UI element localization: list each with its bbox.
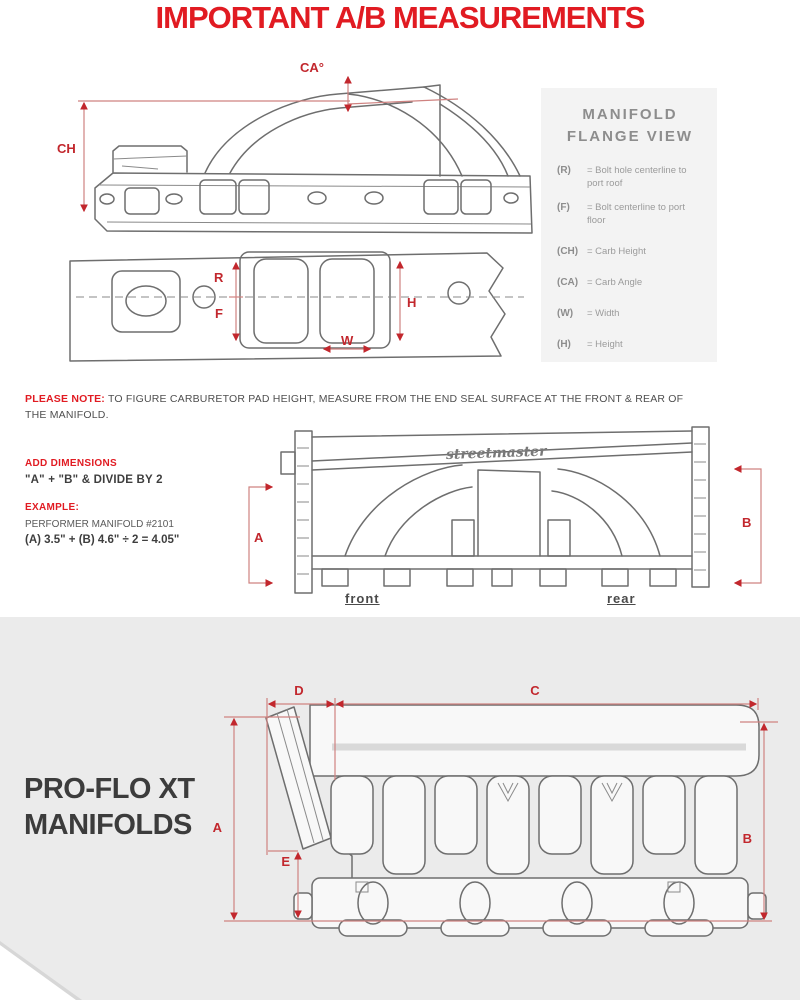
flange-slab [70,253,505,361]
riser-boss [452,520,474,556]
proflo-heading [24,772,195,843]
legend-abbr: (CH) [557,245,579,257]
width-label: W [341,333,354,348]
dimension-b-label: B [742,515,752,530]
dimension-a-label: A [254,530,264,545]
flange-view-diagram [70,252,524,361]
port-roof-label: R [214,270,224,285]
intake-port [320,259,374,343]
rear-end-flange [692,427,709,587]
mounting-feet [322,569,676,586]
legend-header [557,104,703,148]
dimension-c-label: C [530,683,540,698]
note-text: TO FIGURE CARBURETOR PAD HEIGHT, MEASURE FROM THE END SEAL SURFACE AT THE FRONT & REAR OF THE MANIFOLD. [25,393,684,421]
proflo-heading-line2: MANIFOLDS [24,808,192,841]
height-label: H [407,295,417,310]
front-boss-line [122,166,158,169]
note-label: PLEASE NOTE: [25,393,105,405]
legend-item [557,164,703,191]
legend-item [557,307,703,321]
legend-abbr: (H) [557,338,571,350]
base-face-line [99,185,530,187]
intake-port [254,259,308,343]
runner-curve [558,469,660,556]
legend-desc: = Carb Angle [587,276,643,288]
ab-formula: "A" + "B" & DIVIDE BY 2 [25,474,163,486]
legend-abbr: (R) [557,164,571,176]
legend-desc: = Carb Height [587,245,646,257]
runner-dome-inner [230,102,412,173]
rear-label: rear [607,591,636,606]
bolt-slot [308,192,326,204]
legend-desc: = Bolt centerline to port floor [587,202,685,227]
runner-curve [385,487,472,556]
runner-dome [205,87,520,176]
legend-item [557,276,703,290]
base-bottom-line [107,222,531,224]
runner-curve [345,465,462,556]
front-boss-line [113,156,187,159]
front-end-flange [295,431,312,593]
port-opening [461,180,491,214]
dimension-d-label: D [294,683,304,698]
please-note [25,392,701,424]
legend-desc: = Width [587,307,620,319]
proflo-xt-diagram [213,683,778,936]
manifold-flange-view-legend [541,88,717,362]
bolt-slot [100,194,114,204]
add-dimensions-label: ADD DIMENSIONS [25,458,117,469]
dimension-a-label: A [212,820,222,835]
carb-riser [478,470,540,556]
ab-measurement-diagram [249,427,761,593]
front-label: front [345,591,380,606]
bolt-slot [365,192,383,204]
legend-item [557,201,703,228]
dimension-b-label: B [742,831,752,846]
front-flange-tab [281,452,295,474]
bolt-hole [448,282,470,304]
rear-fin [424,85,440,176]
legend-item [557,245,703,259]
side-view-diagram [57,60,532,233]
bolt-slot [166,194,182,204]
ab-instructions [25,458,250,546]
legend-item [557,338,703,352]
proflo-heading-line1: PRO-FLO XT [24,773,195,805]
carb-angle-label: CA° [300,60,324,75]
port-boss [240,252,390,348]
carb-height-label: CH [57,141,76,156]
port-opening [239,180,269,214]
port-opening [424,180,458,214]
runner-arch [440,104,508,176]
runner-curve [552,491,622,556]
plenum-body [310,705,759,776]
riser-boss [548,520,570,556]
brand-script-logo: streetmaster [445,443,547,464]
page-title: IMPORTANT A/B MEASUREMENTS [155,0,645,35]
top-edge [312,431,692,437]
base-flange [294,878,766,936]
legend-abbr: (F) [557,202,570,214]
end-boss [112,271,180,332]
legend-desc: = Bolt hole centerline to port roof [587,164,687,189]
bolt-slot [504,193,518,203]
legend-desc: = Height [587,338,623,350]
legend-header-line1: MANIFOLD [582,106,678,123]
example-label: EXAMPLE: [25,502,80,513]
legend-items [557,164,703,352]
dimension-e-label: E [281,854,290,869]
legend-header-line2: FLANGE VIEW [566,127,694,145]
legend-abbr: (CA) [557,276,579,288]
legend-abbr: (W) [557,307,574,319]
intake-runners [331,776,737,874]
port-opening [125,188,159,214]
example-calculation: (A) 3.5" + (B) 4.6" ÷ 2 = 4.05" [25,534,180,546]
example-manifold: PERFORMER MANIFOLD #2101 [25,519,174,530]
end-boss-opening [126,286,166,316]
port-floor-label: F [215,306,223,321]
flange-ruler-ticks [297,444,706,574]
